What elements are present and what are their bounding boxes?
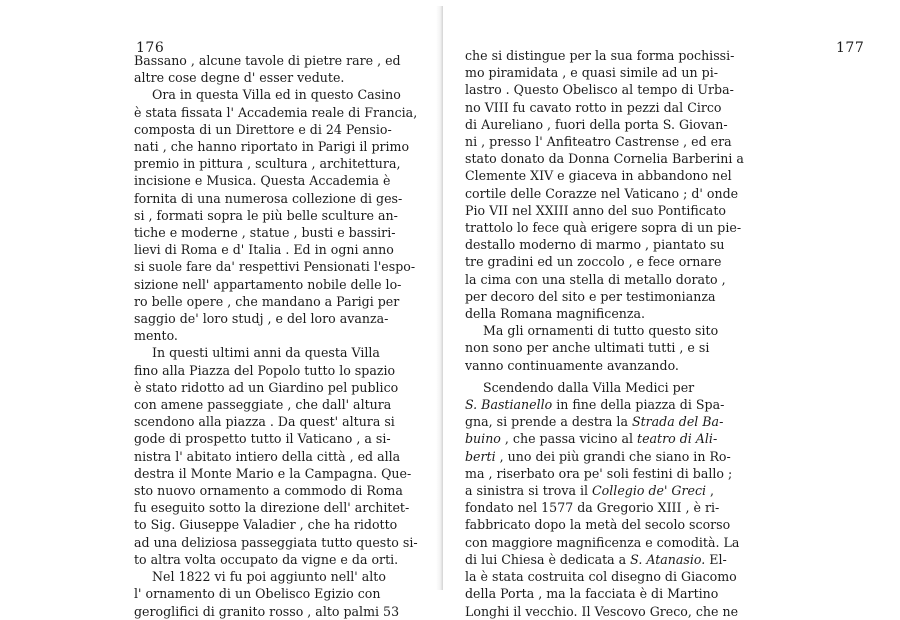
- right-page-text: [465, 47, 745, 620]
- text-line: nistra l' abitato intiero della città , ed alla: [134, 448, 401, 464]
- text-run: in fine della piazza di Spa-: [552, 397, 725, 413]
- text-run: Clemente XIV e giaceva in abbandono nel: [465, 168, 732, 184]
- text-run: fondato nel 1577 da Gregorio XIII , è ri-: [465, 500, 720, 516]
- text-line: [465, 379, 745, 396]
- text-line: composta di un Direttore e di 24 Pensio-: [134, 121, 392, 137]
- italic-run: buino: [465, 431, 501, 447]
- right-page: [443, 0, 900, 619]
- text-line: [465, 47, 745, 64]
- text-line: [465, 585, 745, 602]
- text-line: fino alla Piazza del Popolo tutto lo spazio: [134, 362, 396, 378]
- text-run: Longhi il vecchio. Il Vescovo Greco, che ne: [465, 603, 739, 619]
- italic-run: Collegio de' Greci: [592, 483, 707, 499]
- text-line: [465, 305, 745, 322]
- text-line: [465, 64, 745, 81]
- text-line: [465, 482, 745, 499]
- text-line: [465, 499, 745, 516]
- text-run: stato donato da Donna Cornelia Barberini a: [465, 151, 744, 167]
- text-line: [465, 322, 745, 339]
- text-run: di lui Chiesa è dedicata a: [465, 551, 631, 567]
- text-run: vanno continuamente avanzando.: [465, 357, 679, 373]
- italic-run: berti: [465, 448, 496, 464]
- text-line: [465, 465, 745, 482]
- text-run: della Porta , ma la facciata è di Martino: [465, 586, 719, 602]
- text-line: ro belle opere , che mandano a Parigi per: [134, 293, 400, 309]
- text-run: che si distingue per la sua forma pochissi-: [465, 48, 735, 63]
- text-line: [465, 413, 745, 430]
- text-run: con maggiore magnificenza e comodità. La: [465, 534, 740, 550]
- text-line: è stata fissata l' Accademia reale di Francia,: [134, 104, 418, 120]
- text-line: nati , che hanno riportato in Parigi il primo: [134, 139, 410, 155]
- text-line: [465, 603, 745, 620]
- text-line: In questi ultimi anni da questa Villa: [152, 345, 380, 361]
- italic-run: S. Atanasio.: [630, 551, 706, 567]
- text-run: ni , presso l' Anfiteatro Castrense , ed era: [465, 134, 732, 150]
- text-run: ma , riserbato ora pe' soli festini di ballo ;: [465, 465, 733, 481]
- text-line: to altra volta occupato da vigne e da orti.: [134, 551, 399, 567]
- text-line: premio in pittura , scultura , architettura,: [134, 156, 401, 172]
- text-line: è stato ridotto ad un Giardino pel publico: [134, 379, 399, 395]
- text-line: [465, 150, 745, 167]
- text-line: [465, 430, 745, 447]
- italic-run: S. Bastianello: [465, 397, 553, 413]
- text-run: trattolo lo fece quà erigere sopra di un pie-: [465, 220, 742, 236]
- text-run: destallo moderno di marmo , piantato su: [465, 237, 725, 253]
- text-line: [465, 396, 745, 413]
- text-line: Bassano , alcune tavole di pietre rare , ed: [134, 53, 401, 68]
- text-line: mento.: [134, 328, 178, 344]
- left-page-text: [134, 52, 418, 620]
- text-line: [465, 516, 745, 533]
- text-line: si suole fare da' respettivi Pensionati l'espo-: [134, 259, 416, 275]
- text-line: [465, 219, 745, 236]
- text-run: a sinistra si trova il: [465, 483, 593, 499]
- italic-run: Strada del Ba-: [631, 414, 724, 430]
- text-line: scendono alla piazza . Da quest' altura si: [134, 414, 395, 430]
- text-run: cortile delle Corazze nel Vaticano ; d' onde: [465, 185, 739, 201]
- text-line: [465, 116, 745, 133]
- text-line: Nel 1822 vi fu poi aggiunto nell' alto: [152, 569, 386, 585]
- text-run: per decoro del sito e per testimonianza: [465, 288, 716, 304]
- text-line: [465, 534, 745, 551]
- text-run: Pio VII nel XXIII anno del suo Pontificato: [465, 202, 726, 218]
- text-line: sizione nell' appartamento nobile delle lo-: [134, 276, 402, 292]
- text-line: incisione e Musica. Questa Accademia è: [134, 173, 391, 189]
- text-line: [465, 271, 745, 288]
- text-line: altre cose degne d' esser vedute.: [134, 70, 345, 86]
- text-line: Ora in questa Villa ed in questo Casino: [152, 87, 401, 103]
- text-line: [465, 339, 745, 356]
- text-run: fabbricato dopo la metà del secolo scorso: [465, 517, 731, 533]
- text-line: fu eseguito sotto la direzione dell' architet-: [134, 500, 410, 516]
- text-line: l' ornamento di un Obelisco Egizio con: [134, 586, 381, 602]
- text-run: , che passa vicino al: [500, 431, 638, 447]
- text-line: sto nuovo ornamento a commodo di Roma: [134, 483, 403, 499]
- text-run: El-: [705, 551, 727, 567]
- text-line: [465, 99, 745, 116]
- right-page-number: 177: [836, 40, 865, 56]
- text-run: no VIII fu cavato rotto in pezzi dal Circo: [465, 99, 722, 115]
- text-line: [465, 133, 745, 150]
- text-line: fornita di una numerosa collezione di ges-: [134, 190, 403, 206]
- left-page: [0, 0, 443, 619]
- italic-run: teatro di Ali-: [637, 431, 718, 447]
- text-line: [465, 288, 745, 305]
- text-line: destra il Monte Mario e la Campagna. Que-: [134, 465, 412, 481]
- text-line: geroglifici di granito rosso , alto palmi 53: [134, 603, 400, 619]
- text-line: [465, 568, 745, 585]
- text-line: [465, 202, 745, 219]
- text-run: , uno dei più grandi che siano in Ro-: [495, 448, 731, 464]
- text-line: [465, 167, 745, 184]
- text-run: mo piramidata , e quasi simile ad un pi-: [465, 65, 718, 81]
- text-line: si , formati sopra le più belle sculture an-: [134, 207, 398, 223]
- text-run: di Aureliano , fuori della porta S. Giovan-: [465, 116, 728, 132]
- text-line: [465, 185, 745, 202]
- text-line: lievi di Roma e d' Italia . Ed in ogni anno: [134, 242, 394, 258]
- text-line: gode di prospetto tutto il Vaticano , a si-: [134, 431, 391, 447]
- text-line: saggio de' loro studj , e del loro avanza-: [134, 311, 389, 327]
- text-run: la cima con una stella di metallo dorato ,: [465, 271, 726, 287]
- text-run: Scendendo dalla Villa Medici per: [483, 379, 695, 395]
- text-run: Ma gli ornamenti di tutto questo sito: [483, 323, 719, 339]
- text-line: [465, 81, 745, 98]
- text-run: la è stata costruita col disegno di Giacomo: [465, 569, 737, 585]
- text-run: della Romana magnificenza.: [465, 306, 646, 322]
- text-line: [465, 236, 745, 253]
- text-run: lastro . Questo Obelisco al tempo di Urba-: [465, 82, 734, 98]
- text-line: [465, 253, 745, 270]
- text-run: non sono per anche ultimati tutti , e si: [465, 340, 710, 356]
- text-run: gna, si prende a destra la: [465, 414, 632, 430]
- text-line: tiche e moderne , statue , busti e bassiri-: [134, 225, 396, 241]
- text-line: con amene passeggiate , che dall' altura: [134, 397, 392, 413]
- text-run: tre gradini ed un zoccolo , e fece ornare: [465, 254, 722, 270]
- text-line: ad una deliziosa passeggiata tutto questo si-: [134, 534, 418, 550]
- text-line: [465, 551, 745, 568]
- left-page-number: 176: [136, 40, 165, 56]
- text-line: to Sig. Giuseppe Valadier , che ha ridotto: [134, 517, 398, 533]
- text-line: [465, 448, 745, 465]
- text-run: ,: [706, 483, 715, 499]
- text-line: [465, 357, 745, 374]
